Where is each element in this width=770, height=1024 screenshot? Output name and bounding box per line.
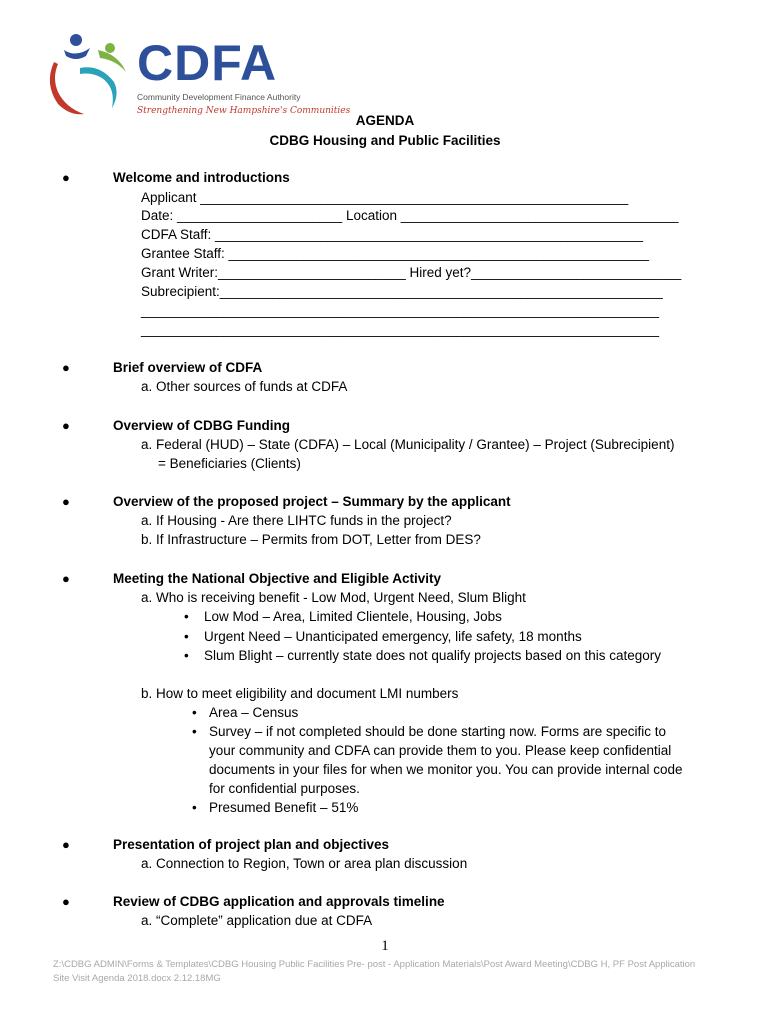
grant-writer-field: Grant Writer:_________________________ Hired yet?____________________________ [141,265,682,280]
cdfa-staff-field: CDFA Staff: _________________________________________________________ [141,227,643,242]
small-bullet-icon: • [184,609,189,624]
file-path-footer: Z:\CDBG ADMIN\Forms & Templates\CDBG Housing Public Facilities Pre- post - Application Materials\Post Award Meeting\CDBG H, PF Post Application Site Visit Agenda 2018.docx 2.12.18MG [53,959,696,984]
small-bullet-icon: • [184,648,189,663]
section-heading: Meeting the National Objective and Eligible Activity [113,571,442,586]
sub-item: a. Federal (HUD) – State (CDFA) – Local (Municipality / Grantee) – Project (Subrecipient) [141,437,675,452]
bullet-icon: ● [62,170,70,185]
bullet-icon: ● [62,494,70,509]
logo-tagline: Strengthening New Hampshire's Communities [137,106,351,116]
agenda-subtitle: CDBG Housing and Public Facilities [269,133,501,148]
page-number: 1 [381,938,389,954]
section-heading: Presentation of project plan and objectives [113,837,390,852]
list-item-continuation: documents in your files for when we monitor you. You can provide internal code [209,762,683,777]
blank-line: _____________________________________________________________________ [141,322,660,337]
date-location-field: Date: ______________________ Location _____________________________________ [141,208,679,223]
bullet-icon: ● [62,837,70,852]
cdfa-logo-icon [40,28,135,118]
list-item: Urgent Need – Unanticipated emergency, life safety, 18 months [204,629,582,644]
sub-item: b. How to meet eligibility and document LMI numbers [141,686,459,701]
small-bullet-icon: • [192,724,197,739]
small-bullet-icon: • [192,800,197,815]
list-item-continuation: for confidential purposes. [209,781,360,796]
list-item: Low Mod – Area, Limited Clientele, Housing, Jobs [204,609,502,624]
list-item: Area – Census [209,705,299,720]
sub-item: a. If Housing - Are there LIHTC funds in the project? [141,513,452,528]
section-heading: Brief overview of CDFA [113,360,263,375]
logo-subtitle: Community Development Finance Authority [137,92,301,102]
bullet-icon: ● [62,418,70,433]
bullet-icon: ● [62,571,70,586]
bullet-icon: ● [62,360,70,375]
logo-name: CDFA [137,35,278,91]
section-heading: Welcome and introductions [113,170,290,185]
applicant-field: Applicant _________________________________________________________ [141,190,629,205]
sub-item-continuation: = Beneficiaries (Clients) [158,456,301,471]
list-item: Survey – if not completed should be done starting now. Forms are specific to [209,724,666,739]
sub-item: b. If Infrastructure – Permits from DOT, Letter from DES? [141,532,481,547]
section-heading: Review of CDBG application and approvals timeline [113,894,445,909]
list-item: Presumed Benefit – 51% [209,800,359,815]
grantee-staff-field: Grantee Staff: ________________________________________________________ [141,246,650,261]
sub-item: a. Connection to Region, Town or area plan discussion [141,856,468,871]
bullet-icon: ● [62,894,70,909]
sub-item: a. Other sources of funds at CDFA [141,379,348,394]
section-heading: Overview of the proposed project – Summary by the applicant [113,494,511,509]
section-heading: Overview of CDBG Funding [113,418,291,433]
sub-item: a. “Complete” application due at CDFA [141,913,373,928]
agenda-title: AGENDA [355,113,415,128]
small-bullet-icon: • [184,629,189,644]
blank-line: _____________________________________________________________________ [141,303,660,318]
list-item: Slum Blight – currently state does not qualify projects based on this category [204,648,661,663]
cdfa-logo [40,28,351,123]
list-item-continuation: your community and CDFA can provide them to you. Please keep confidential [209,743,672,758]
sub-item: a. Who is receiving benefit - Low Mod, Urgent Need, Slum Blight [141,590,526,605]
small-bullet-icon: • [192,705,197,720]
subrecipient-field: Subrecipient:___________________________________________________________ [141,284,663,299]
